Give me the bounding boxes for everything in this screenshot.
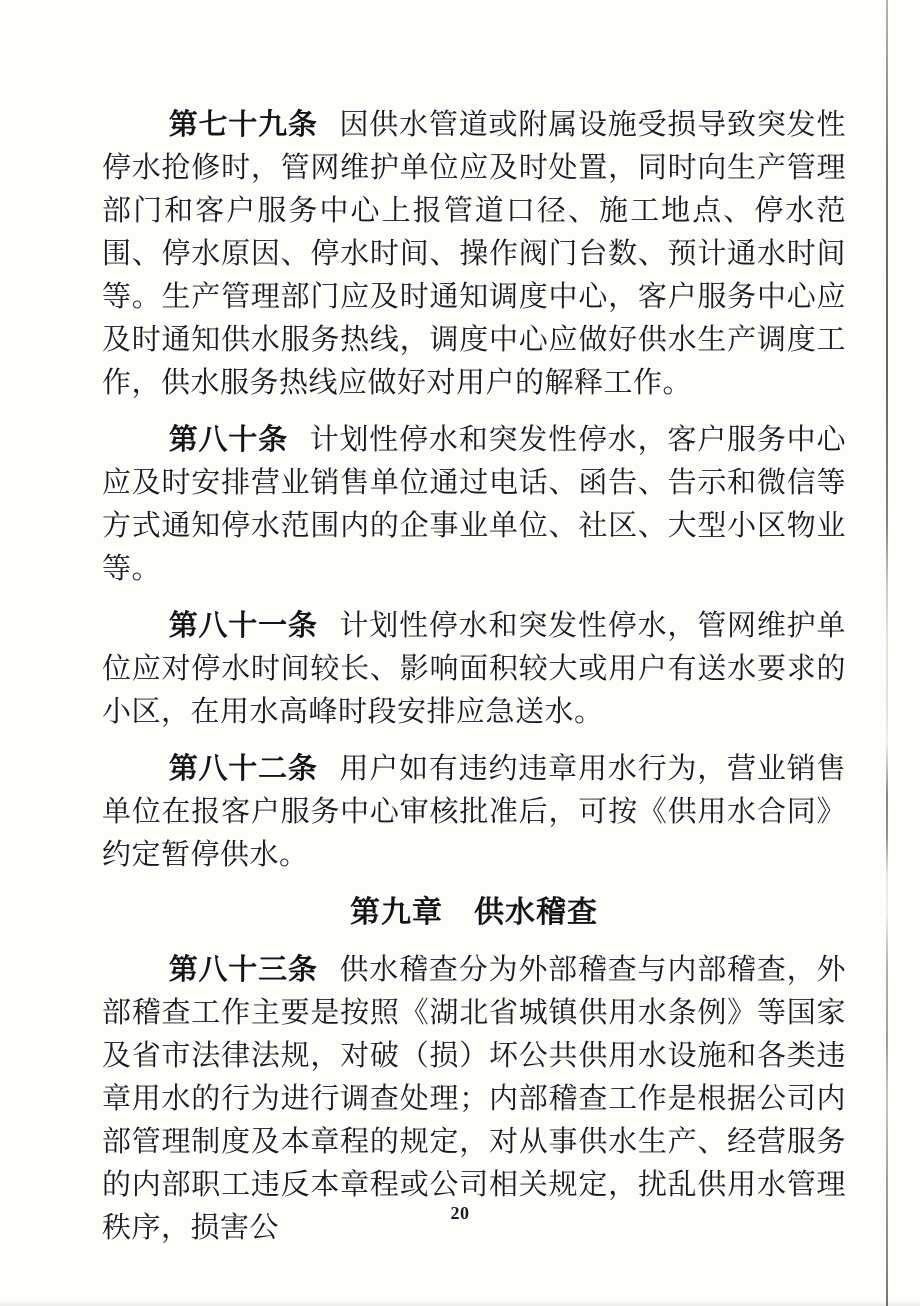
article-80-text: 计划性停水和突发性停水，客户服务中心应及时安排营业销售单位通过电话、函告、告示和微信等方式通知停水范围内的企事业单位、社区、大型小区物业等。	[102, 424, 846, 585]
scan-artifact-line	[886, 0, 888, 1306]
article-83-number: 第八十三条	[168, 954, 318, 986]
article-82-paragraph	[102, 748, 846, 877]
article-82-text: 用户如有违约违章用水行为，营业销售单位在报客户服务中心审核批准后，可按《供用水合同》约定暂停供水。	[102, 753, 846, 871]
article-83-text: 供水稽查分为外部稽查与内部稽查，外部稽查工作主要是按照《湖北省城镇供用水条例》等国家及省市法律法规，对破（损）坏公共供用水设施和各类违章用水的行为进行调查处理；内部稽查工作是根据公司内部管理制度及本章程的规定，对从事供水生产、经营服务的内部职工违反本章程或公司相关规定，扰乱供用水管理秩序，损害公	[102, 954, 846, 1244]
article-80-paragraph	[102, 419, 846, 591]
article-82-number: 第八十二条	[168, 753, 318, 785]
article-81-number: 第八十一条	[168, 610, 318, 642]
article-80-number: 第八十条	[168, 424, 288, 456]
article-79-text: 因供水管道或附属设施受损导致突发性停水抢修时，管网维护单位应及时处置，同时向生产管理部门和客户服务中心上报管道口径、施工地点、停水范围、停水原因、停水时间、操作阀门台数、预计通水时间等。生产管理部门应及时通知调度中心，客户服务中心应及时通知供水服务热线，调度中心应做好供水生产调度工作，供水服务热线应做好对用户的解释工作。	[102, 109, 846, 399]
article-81-text: 计划性停水和突发性停水，管网维护单位应对停水时间较长、影响面积较大或用户有送水要求的小区，在用水高峰时段安排应急送水。	[102, 610, 846, 728]
article-79-paragraph	[102, 104, 846, 405]
chapter-9-heading: 第九章 供水稽查	[350, 896, 598, 929]
article-81-paragraph	[102, 605, 846, 734]
scan-bottom-edge	[0, 1301, 920, 1306]
page-number: 20	[450, 1203, 470, 1223]
article-79-number: 第七十九条	[168, 109, 318, 141]
